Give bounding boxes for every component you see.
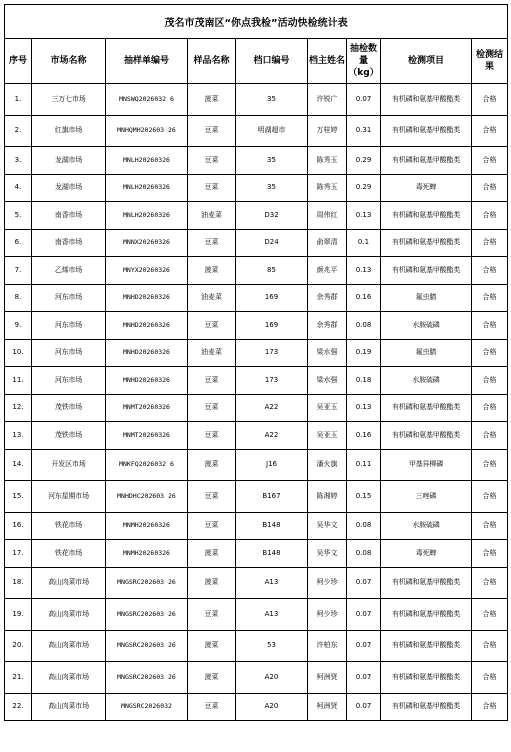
cell-items: 有机磷和氨基甲酸酯类	[381, 229, 472, 257]
cell-quantity: 0.1	[347, 229, 381, 257]
cell-sample-no: MNSWQ2026032 6	[106, 84, 188, 116]
cell-quantity: 0.07	[347, 630, 381, 662]
cell-result: 合格	[472, 367, 508, 395]
cell-quantity: 0.08	[347, 312, 381, 340]
cell-quantity: 0.07	[347, 84, 381, 116]
cell-seq: 9.	[5, 312, 32, 340]
cell-quantity: 0.07	[347, 567, 381, 599]
cell-stall-no: 169	[236, 284, 308, 312]
cell-items: 有机磷和氨基甲酸酯类	[381, 257, 472, 285]
cell-result: 合格	[472, 312, 508, 340]
cell-seq: 2.	[5, 115, 32, 147]
cell-market: 红旗市场	[32, 115, 106, 147]
cell-market: 河东市场	[32, 339, 106, 367]
cell-sample-no: MNMH20260326	[106, 512, 188, 540]
cell-result: 合格	[472, 567, 508, 599]
cell-sample-name: 豆菜	[188, 229, 236, 257]
cell-result: 合格	[472, 339, 508, 367]
cell-sample-no: MNLH20260326	[106, 147, 188, 175]
cell-market: 高山肉菜市场	[32, 662, 106, 694]
cell-stall-no: B167	[236, 481, 308, 513]
cell-market: 铁花市场	[32, 540, 106, 568]
cell-sample-no: MNHQMH202603 26	[106, 115, 188, 147]
cell-items: 有机磷和氨基甲酸酯类	[381, 394, 472, 422]
cell-stall-owner: 吴亚玉	[308, 422, 347, 450]
cell-items: 有机磷和氨基甲酸酯类	[381, 202, 472, 230]
cell-quantity: 0.13	[347, 394, 381, 422]
cell-seq: 8.	[5, 284, 32, 312]
cell-result: 合格	[472, 394, 508, 422]
cell-stall-owner: 吴华文	[308, 540, 347, 568]
cell-sample-no: MNLH20260326	[106, 202, 188, 230]
cell-market: 高山肉菜市场	[32, 567, 106, 599]
cell-stall-no: 173	[236, 339, 308, 367]
cell-items: 有机磷和氨基甲酸酯类	[381, 599, 472, 631]
cell-sample-no: MNHD20260326	[106, 367, 188, 395]
cell-sample-name: 豆菜	[188, 512, 236, 540]
cell-stall-no: A22	[236, 422, 308, 450]
cell-sample-name: 豆菜	[188, 422, 236, 450]
cell-quantity: 0.11	[347, 449, 381, 481]
cell-result: 合格	[472, 229, 508, 257]
cell-stall-owner: 周伟红	[308, 202, 347, 230]
table-body	[5, 84, 508, 721]
cell-sample-name: 豆菜	[188, 599, 236, 631]
cell-sample-name: 菠菜	[188, 449, 236, 481]
cell-items: 三唑磷	[381, 481, 472, 513]
header-sample-name: 样品名称	[188, 39, 236, 84]
cell-sample-name: 豆菜	[188, 481, 236, 513]
inspection-table	[4, 4, 508, 721]
table-row	[5, 394, 508, 422]
cell-market: 乙烯市场	[32, 257, 106, 285]
table-row	[5, 147, 508, 175]
cell-items: 水胺硫磷	[381, 512, 472, 540]
cell-result: 合格	[472, 202, 508, 230]
cell-stall-no: A13	[236, 599, 308, 631]
cell-sample-name: 菠菜	[188, 662, 236, 694]
cell-sample-no: MNGSRC202603 26	[106, 630, 188, 662]
cell-stall-no: 85	[236, 257, 308, 285]
cell-seq: 20.	[5, 630, 32, 662]
cell-seq: 4.	[5, 174, 32, 202]
cell-stall-owner: 陈秀玉	[308, 174, 347, 202]
cell-sample-no: MNMT20260326	[106, 422, 188, 450]
cell-sample-no: MNGSRC202603 26	[106, 599, 188, 631]
header-stall-no: 档口编号	[236, 39, 308, 84]
cell-stall-no: A22	[236, 394, 308, 422]
table-row	[5, 567, 508, 599]
table-row	[5, 481, 508, 513]
cell-items: 氟虫腈	[381, 339, 472, 367]
cell-sample-no: MNKFQ2026032 6	[106, 449, 188, 481]
cell-market: 南香市场	[32, 202, 106, 230]
cell-items: 毒死蜱	[381, 540, 472, 568]
cell-seq: 22.	[5, 693, 32, 721]
header-quantity: 抽检数量（kg）	[347, 39, 381, 84]
cell-market: 河东市场	[32, 312, 106, 340]
cell-items: 水胺硫磷	[381, 367, 472, 395]
cell-stall-no: D24	[236, 229, 308, 257]
table-row	[5, 115, 508, 147]
cell-items: 氟虫腈	[381, 284, 472, 312]
cell-result: 合格	[472, 449, 508, 481]
cell-stall-no: 53	[236, 630, 308, 662]
cell-seq: 12.	[5, 394, 32, 422]
table-title: 茂名市茂南区“你点我检”活动快检统计表	[5, 5, 508, 39]
cell-quantity: 0.07	[347, 599, 381, 631]
cell-items: 有机磷和氨基甲酸酯类	[381, 84, 472, 116]
table-row	[5, 229, 508, 257]
cell-seq: 21.	[5, 662, 32, 694]
cell-sample-name: 菠菜	[188, 630, 236, 662]
cell-stall-no: 35	[236, 84, 308, 116]
cell-stall-owner: 吴亚玉	[308, 394, 347, 422]
cell-sample-name: 豆菜	[188, 115, 236, 147]
cell-sample-no: MNNX20260326	[106, 229, 188, 257]
table-row	[5, 422, 508, 450]
cell-items: 有机磷和氨基甲酸酯类	[381, 422, 472, 450]
cell-stall-no: 173	[236, 367, 308, 395]
cell-result: 合格	[472, 284, 508, 312]
cell-quantity: 0.29	[347, 147, 381, 175]
cell-stall-no: B148	[236, 512, 308, 540]
header-seq: 序号	[5, 39, 32, 84]
cell-market: 茂铁市场	[32, 394, 106, 422]
cell-stall-owner: 梁水强	[308, 339, 347, 367]
cell-quantity: 0.19	[347, 339, 381, 367]
cell-sample-name: 菠菜	[188, 84, 236, 116]
cell-market: 南香市场	[32, 229, 106, 257]
cell-stall-no: 明湖超市	[236, 115, 308, 147]
table-row	[5, 693, 508, 721]
cell-seq: 17.	[5, 540, 32, 568]
cell-sample-no: MNGSRC202603 26	[106, 567, 188, 599]
cell-quantity: 0.13	[347, 202, 381, 230]
cell-seq: 11.	[5, 367, 32, 395]
cell-stall-owner: 万桂婷	[308, 115, 347, 147]
cell-stall-no: D32	[236, 202, 308, 230]
table-row	[5, 512, 508, 540]
cell-result: 合格	[472, 540, 508, 568]
cell-sample-name: 豆菜	[188, 394, 236, 422]
cell-quantity: 0.07	[347, 693, 381, 721]
cell-items: 有机磷和氨基甲酸酯类	[381, 662, 472, 694]
cell-sample-name: 豆菜	[188, 312, 236, 340]
cell-stall-owner: 柯少珍	[308, 567, 347, 599]
table-row	[5, 257, 508, 285]
cell-stall-owner: 陈湘婷	[308, 481, 347, 513]
cell-quantity: 0.13	[347, 257, 381, 285]
cell-stall-no: A20	[236, 662, 308, 694]
cell-seq: 13.	[5, 422, 32, 450]
cell-sample-no: MNMH20260326	[106, 540, 188, 568]
cell-sample-no: MNHD20260326	[106, 284, 188, 312]
cell-market: 铁花市场	[32, 512, 106, 540]
cell-stall-owner: 潘火旗	[308, 449, 347, 481]
cell-items: 有机磷和氨基甲酸酯类	[381, 115, 472, 147]
header-row	[5, 39, 508, 84]
cell-stall-owner: 颜兆平	[308, 257, 347, 285]
cell-sample-name: 油麦菜	[188, 339, 236, 367]
title-row	[5, 5, 508, 39]
header-market: 市场名称	[32, 39, 106, 84]
cell-seq: 6.	[5, 229, 32, 257]
cell-seq: 7.	[5, 257, 32, 285]
cell-seq: 10.	[5, 339, 32, 367]
cell-quantity: 0.08	[347, 512, 381, 540]
cell-items: 有机磷和氨基甲酸酯类	[381, 693, 472, 721]
cell-stall-owner: 陈秀玉	[308, 147, 347, 175]
cell-stall-owner: 许锐广	[308, 84, 347, 116]
header-result: 检测结果	[472, 39, 508, 84]
cell-quantity: 0.07	[347, 662, 381, 694]
cell-items: 有机磷和氨基甲酸酯类	[381, 567, 472, 599]
table-row	[5, 284, 508, 312]
cell-stall-owner: 柯少珍	[308, 599, 347, 631]
cell-sample-no: MNYX20260326	[106, 257, 188, 285]
cell-quantity: 0.15	[347, 481, 381, 513]
cell-stall-no: 35	[236, 174, 308, 202]
table-row	[5, 662, 508, 694]
cell-market: 茂铁市场	[32, 422, 106, 450]
cell-stall-owner: 柯洲贤	[308, 662, 347, 694]
cell-seq: 18.	[5, 567, 32, 599]
table-row	[5, 599, 508, 631]
cell-items: 甲基异柳磷	[381, 449, 472, 481]
cell-result: 合格	[472, 512, 508, 540]
cell-stall-no: A13	[236, 567, 308, 599]
cell-stall-owner: 余秀群	[308, 284, 347, 312]
cell-market: 高山肉菜市场	[32, 630, 106, 662]
cell-sample-name: 菠菜	[188, 540, 236, 568]
cell-result: 合格	[472, 662, 508, 694]
cell-quantity: 0.29	[347, 174, 381, 202]
cell-seq: 1.	[5, 84, 32, 116]
header-stall-owner: 档主姓名	[308, 39, 347, 84]
cell-seq: 16.	[5, 512, 32, 540]
cell-market: 高山肉菜市场	[32, 693, 106, 721]
table-row	[5, 630, 508, 662]
cell-sample-name: 豆菜	[188, 174, 236, 202]
cell-result: 合格	[472, 422, 508, 450]
table-row	[5, 339, 508, 367]
cell-result: 合格	[472, 630, 508, 662]
cell-result: 合格	[472, 257, 508, 285]
table-row	[5, 312, 508, 340]
cell-stall-no: B148	[236, 540, 308, 568]
cell-sample-no: MNLH20260326	[106, 174, 188, 202]
cell-sample-no: MNGSRC2026032	[106, 693, 188, 721]
cell-result: 合格	[472, 115, 508, 147]
cell-market: 高山肉菜市场	[32, 599, 106, 631]
cell-items: 有机磷和氨基甲酸酯类	[381, 630, 472, 662]
cell-sample-name: 豆菜	[188, 147, 236, 175]
cell-seq: 5.	[5, 202, 32, 230]
cell-stall-owner: 余秀群	[308, 312, 347, 340]
cell-quantity: 0.31	[347, 115, 381, 147]
cell-sample-name: 菠菜	[188, 567, 236, 599]
cell-stall-owner: 梁水强	[308, 367, 347, 395]
cell-market: 河东市场	[32, 284, 106, 312]
cell-stall-no: 35	[236, 147, 308, 175]
cell-result: 合格	[472, 174, 508, 202]
cell-quantity: 0.16	[347, 422, 381, 450]
table-row	[5, 367, 508, 395]
cell-sample-no: MNMT20260326	[106, 394, 188, 422]
cell-sample-name: 豆菜	[188, 367, 236, 395]
cell-result: 合格	[472, 693, 508, 721]
cell-result: 合格	[472, 147, 508, 175]
cell-stall-owner: 许柏东	[308, 630, 347, 662]
cell-quantity: 0.16	[347, 284, 381, 312]
cell-sample-name: 油麦菜	[188, 202, 236, 230]
header-sample-no: 抽样单编号	[106, 39, 188, 84]
cell-market: 开发区市场	[32, 449, 106, 481]
cell-sample-no: MNGSRC202603 26	[106, 662, 188, 694]
cell-stall-owner: 俞翠清	[308, 229, 347, 257]
cell-market: 三万七市场	[32, 84, 106, 116]
cell-seq: 15.	[5, 481, 32, 513]
cell-sample-name: 菠菜	[188, 257, 236, 285]
header-items: 检测项目	[381, 39, 472, 84]
cell-items: 水胺硫磷	[381, 312, 472, 340]
cell-stall-no: 169	[236, 312, 308, 340]
cell-seq: 14.	[5, 449, 32, 481]
report-sheet	[4, 4, 507, 721]
cell-stall-no: J16	[236, 449, 308, 481]
cell-sample-no: MNHD20260326	[106, 339, 188, 367]
cell-market: 河东星期市场	[32, 481, 106, 513]
cell-quantity: 0.18	[347, 367, 381, 395]
cell-market: 龙湖市场	[32, 147, 106, 175]
cell-items: 有机磷和氨基甲酸酯类	[381, 147, 472, 175]
table-row	[5, 84, 508, 116]
table-row	[5, 540, 508, 568]
table-row	[5, 202, 508, 230]
cell-items: 毒死蜱	[381, 174, 472, 202]
cell-seq: 3.	[5, 147, 32, 175]
cell-sample-no: MNHDHC202603 26	[106, 481, 188, 513]
cell-result: 合格	[472, 599, 508, 631]
cell-seq: 19.	[5, 599, 32, 631]
cell-sample-name: 豆菜	[188, 693, 236, 721]
cell-market: 河东市场	[32, 367, 106, 395]
cell-result: 合格	[472, 84, 508, 116]
cell-stall-owner: 吴华文	[308, 512, 347, 540]
table-row	[5, 174, 508, 202]
cell-sample-name: 油麦菜	[188, 284, 236, 312]
cell-market: 龙湖市场	[32, 174, 106, 202]
cell-result: 合格	[472, 481, 508, 513]
cell-stall-owner: 柯洲贤	[308, 693, 347, 721]
table-row	[5, 449, 508, 481]
cell-stall-no: A20	[236, 693, 308, 721]
cell-quantity: 0.08	[347, 540, 381, 568]
cell-sample-no: MNHD20260326	[106, 312, 188, 340]
